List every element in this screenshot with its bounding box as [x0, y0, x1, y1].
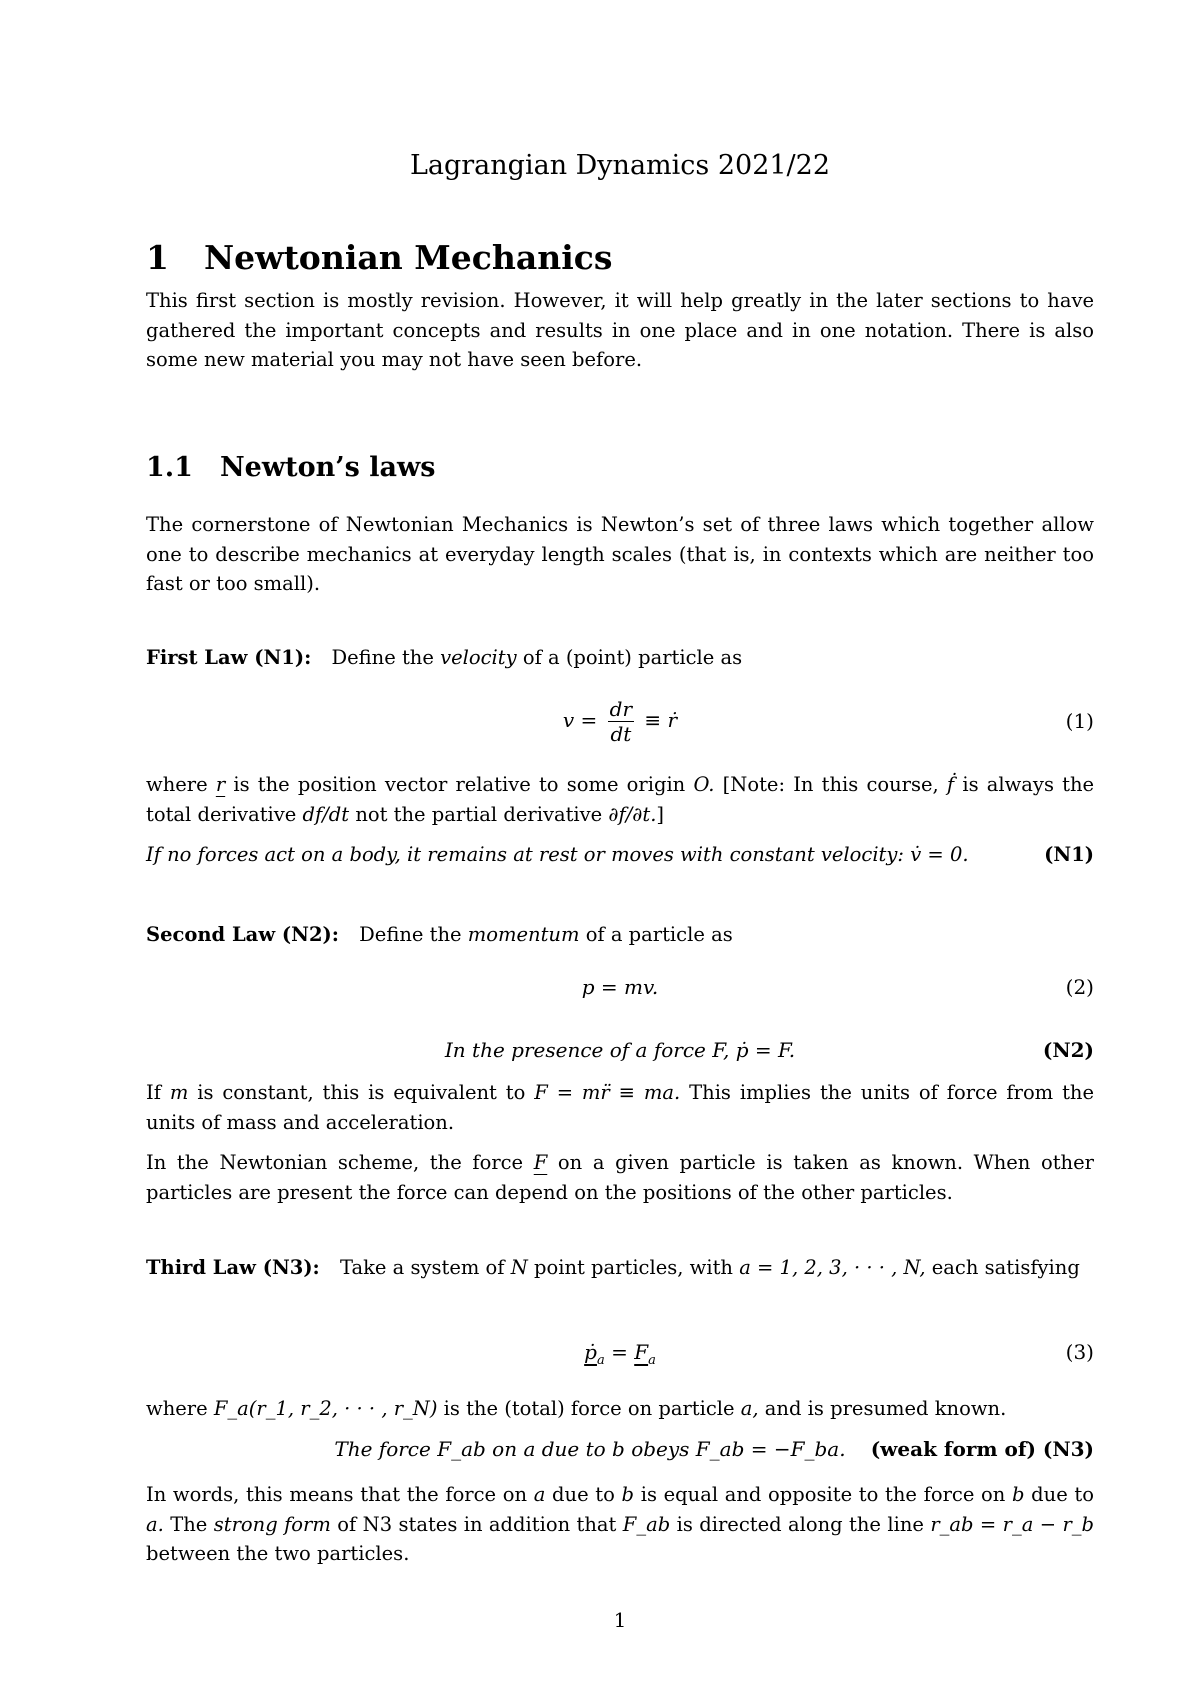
velocity-term: velocity [440, 646, 517, 669]
intro-paragraph: This first section is mostly revision. However, it will help greatly in the later sections to have gathered the important concepts and results in one place and in one notation. There is also some new material you may not have seen before. [146, 289, 1094, 371]
document-title: Lagrangian Dynamics 2021/22 [409, 150, 831, 181]
equation-1: v = $\frac{dr}{dt}$ ≡ ṙ (1) [562, 697, 1094, 746]
page [146, 0, 1094, 1696]
laws-intro-paragraph: The cornerstone of Newtonian Mechanics is Newton’s set of three laws which together allow one to describe mechanics at everyday length scales (that is, in contexts which are neither too fast or too small). [146, 513, 1094, 595]
third-law-definition: Third Law (N3): Take a system of N point particles, with a = 1, 2, 3, · · · , N, each satisfying [146, 1256, 1080, 1279]
n3-tag: (weak form of) (N3) [870, 1437, 1094, 1461]
equation-2: p = mv. (2) [581, 975, 1094, 999]
first-law-statement: If no forces act on a body, it remains at rest or moves with constant velocity: v̇ = 0. (N1) [146, 840, 1094, 870]
second-law-heading: Second Law (N2): [146, 923, 339, 946]
first-law-heading: First Law (N1): [146, 646, 312, 669]
equation-3: ṗ$_a$ = $F_a$ (3) [584, 1340, 1094, 1368]
page-number: 1 [613, 1608, 627, 1632]
subsection-title: Newton’s laws [220, 452, 436, 483]
third-law-words: In words, this means that the force on a due to b is equal and opposite to the force on b due to a. The strong form of N3 states in addition that F_ab is directed along the line r_ab = r_a − r_b between the two particles. [146, 1483, 1095, 1565]
fraction-dr-dt: $\frac{dr}{dt}$ [609, 697, 633, 746]
subsection-number: 1.1 [146, 452, 193, 483]
third-law-heading: Third Law (N3): [146, 1256, 320, 1279]
subsection-heading [146, 452, 435, 483]
third-law-statement: The force F_ab on a due to b obeys F_ab = −F_ba. (weak form of) (N3) [334, 1437, 1094, 1461]
equation-1-tag: (1) [1065, 709, 1094, 733]
equation-2-tag: (2) [1065, 975, 1094, 999]
third-law-where: where F_a(r_1, r_2, · · · , r_N) is the (total) force on particle a, and is presumed known. [146, 1397, 1007, 1420]
section-title: Newtonian Mechanics [204, 238, 613, 277]
second-law-paragraph-2: In the Newtonian scheme, the force F on a given particle is taken as known. When other particles are present the force can depend on the positions of the other particles. [146, 1151, 1094, 1204]
second-law-paragraph-1: If m is constant, this is equivalent to F = mr̈ ≡ ma. This implies the units of force from the units of mass and acceleration. [146, 1081, 1095, 1134]
first-law-note: where r is the position vector relative to some origin O. [Note: In this course, ḟ is always the total derivative df/dt not the partial derivative ∂f/∂t.] [146, 773, 1095, 826]
second-law-definition: Second Law (N2): Define the momentum of a particle as [146, 923, 733, 946]
momentum-term: momentum [467, 923, 580, 946]
n2-tag: (N2) [1042, 1038, 1094, 1062]
second-law-statement: In the presence of a force F, ṗ = F. (N2) [444, 1038, 1094, 1062]
first-law-definition: First Law (N1): Define the velocity of a (point) particle as [146, 646, 743, 669]
section-number: 1 [146, 238, 169, 277]
equation-3-tag: (3) [1065, 1340, 1094, 1364]
n1-tag: (N1) [1044, 843, 1094, 866]
section-heading [146, 238, 612, 277]
